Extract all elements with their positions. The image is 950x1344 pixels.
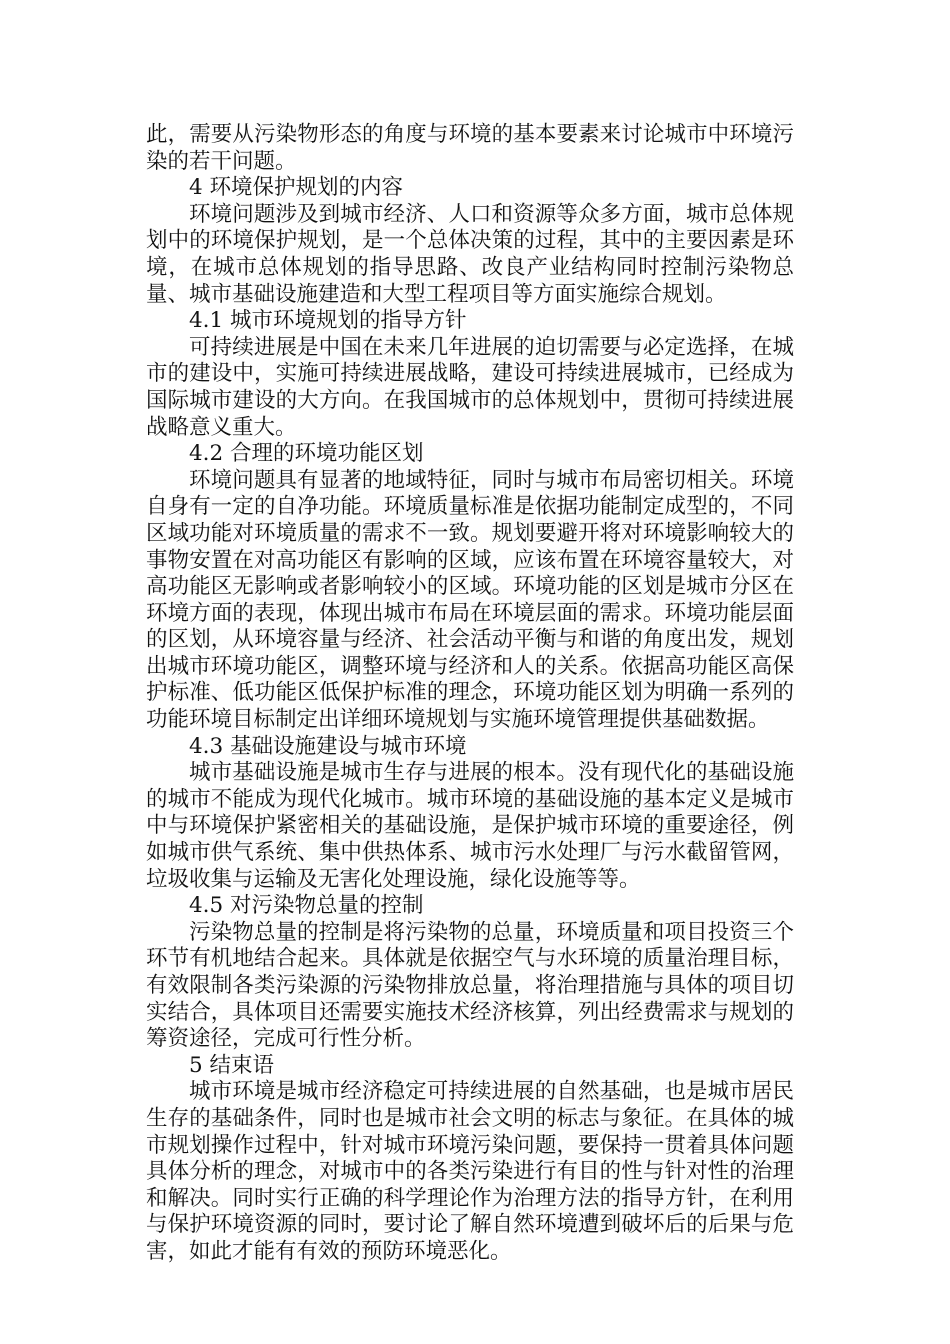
document-page: [146, 122, 794, 1266]
section-heading-4-5: 4.5 对污染物总量的控制: [189, 893, 424, 919]
section-heading-4-2: 4.2 合理的环境功能区划: [189, 441, 424, 467]
section-heading-4: 4 环境保护规划的内容: [189, 175, 404, 201]
section-heading-4-1: 4.1 城市环境规划的指导方针: [189, 308, 467, 334]
paragraph-pollutant-control: 污染物总量的控制是将污染物的总量，环境质量和项目投资三个环节有机地结合起来。具体就是依据空气与水环境的质量治理目标，有效限制各类污染源的污染物排放总量，将治理措施与具体的项目切实结合，具体项目还需要实施技术经济核算，列出经费需求与规划的筹资途径，完成可行性分析。: [146, 919, 794, 1052]
paragraph-conclusion: 城市环境是城市经济稳定可持续进展的自然基础，也是城市居民生存的基础条件，同时也是城市社会文明的标志与象征。在具体的城市规划操作过程中，针对城市环境污染问题，要保持一贯着具体问题具体分析的理念，对城市中的各类污染进行有目的性与针对性的治理和解决。同时实行正确的科学理论作为治理方法的指导方针，在利用与保护环境资源的同时，要讨论了解自然环境遭到破坏后的后果与危害，如此才能有有效的预防环境恶化。: [146, 1079, 794, 1264]
paragraph-continuation: 此，需要从污染物形态的角度与环境的基本要素来讨论城市中环境污染的若干问题。: [146, 122, 794, 174]
paragraph-guiding-policy: 可持续进展是中国在未来几年进展的迫切需要与必定选择，在城市的建设中，实施可持续进展战略，建设可持续进展城市，已经成为国际城市建设的大方向。在我国城市的总体规划中，贯彻可持续进展战略意义重大。: [146, 334, 794, 440]
paragraph-planning-content: 环境问题涉及到城市经济、人口和资源等众多方面，城市总体规划中的环境保护规划，是一个总体决策的过程，其中的主要因素是环境，在城市总体规划的指导思路、改良产业结构同时控制污染物总量、城市基础设施建造和大型工程项目等方面实施综合规划。: [146, 201, 794, 307]
section-heading-4-3: 4.3 基础设施建设与城市环境: [189, 733, 467, 759]
section-heading-5: 5 结束语: [189, 1052, 275, 1078]
paragraph-functional-zoning: 环境问题具有显著的地域特征，同时与城市布局密切相关。环境自身有一定的自净功能。环境质量标准是依据功能制定成型的，不同区域功能对环境质量的需求不一致。规划要避开将对环境影响较大的事物安置在对高功能区有影响的区域，应该布置在环境容量较大，对高功能区无影响或者影响较小的区域。环境功能的区划是城市分区在环境方面的表现，体现出城市布局在环境层面的需求。环境功能层面的区划，从环境容量与经济、社会活动平衡与和谐的角度出发，规划出城市环境功能区，调整环境与经济和人的关系。依据高功能区高保护标准、低功能区低保护标准的理念，环境功能区划为明确一系列的功能环境目标制定出详细环境规划与实施环境管理提供基础数据。: [146, 467, 794, 733]
paragraph-infrastructure: 城市基础设施是城市生存与进展的根本。没有现代化的基础设施的城市不能成为现代化城市。城市环境的基础设施的基本定义是城市中与环境保护紧密相关的基础设施，是保护城市环境的重要途径，例如城市供气系统、集中供热体系、城市污水处理厂与污水截留管网，垃圾收集与运输及无害化处理设施，绿化设施等等。: [146, 760, 794, 892]
